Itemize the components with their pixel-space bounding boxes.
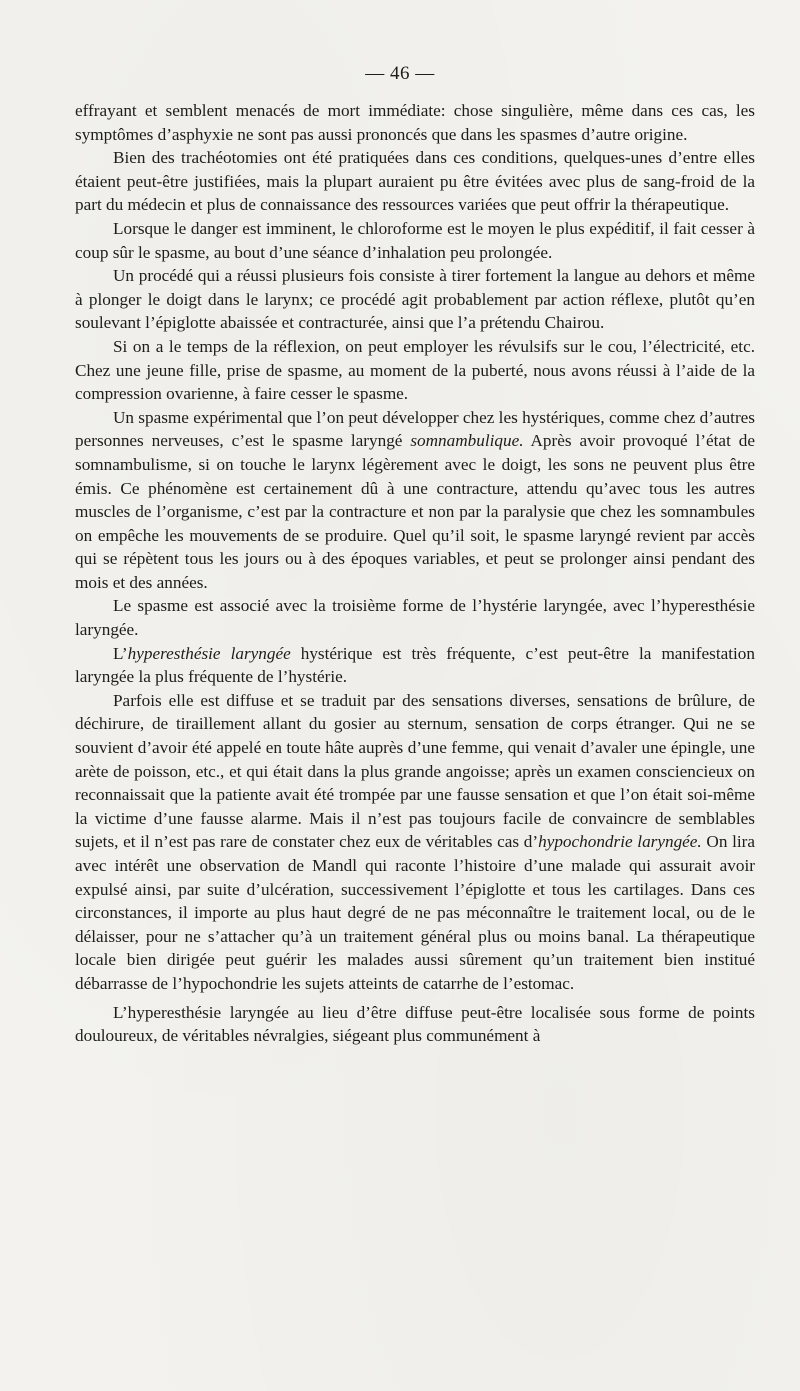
paragraph-spasme-experimental (75, 406, 755, 595)
paragraph-chloroforme: Lorsque le danger est imminent, le chloroforme est le moyen le plus expéditif, il fait cesser à coup sûr le spasme, au bout d’une séance d’inhalation peu prolongée. (75, 218, 755, 262)
paragraph-tracheotomies: Bien des trachéotomies ont été pratiquées dans ces conditions, quelques-unes d’entre elles étaient peut-être justifiées, mais la plupart auraient pu être évitées avec plus de sang-froid de la part du médecin et plus de connaissance des ressources variées que peut offrir la thérapeutique. (75, 148, 755, 215)
paragraph-spasme-associe: Le spasme est associé avec la troisième forme de l’hystérie laryngée, avec l’hyperesthésie laryngée. (75, 596, 755, 640)
paragraph-localisee: L’hyperesthésie laryngée au lieu d’être diffuse peut-être localisée sous forme de points douloureux, de véritables névralgies, siégeant plus communément à (75, 1002, 755, 1046)
paragraph-diffuse (75, 689, 755, 996)
italic-term-hyperesthesie-laryngee: hyperesthésie laryngée (127, 643, 291, 663)
paragraph-revulsifs: Si on a le temps de la réflexion, on peut employer les révulsifs sur le cou, l’électricité, etc. Chez une jeune fille, prise de spasme, au moment de la puberté, nous avons réussi à l’aide de la compression ovarienne, à faire cesser le spasme. (75, 336, 755, 404)
paragraph-hyperesthesie (75, 642, 755, 689)
body-text (75, 99, 755, 1048)
paragraph-hyperesthesie-end: hystérique est très fréquente, c’est peut-être la manifestation laryngée la plus fréquente de l’hystérie. (75, 643, 755, 687)
page-number: — 46 — (365, 63, 435, 84)
paragraph-diffuse-start: Parfois elle est diffuse et se traduit par des sensations diverses, sensations de brûlure, de déchirure, de tiraillement allant du gosier au sternum, sensation de corps étranger. Qui ne se souvient d’avoir été appelé en toute hâte auprès d’une femme, qui venait d’avaler une épingle, une arète de poisson, etc., et qui était dans la plus grande angoisse; après un examen consciencieux on reconnaissait que la patiente avait été trompée par une fausse sensation et que l’on était soi-même la victime d’une fausse alarme. Mais il n’est pas toujours facile de convaincre de semblables sujets, et il n’est pas rare de constater chez eux de véritables cas d’ (75, 690, 755, 852)
paragraph-spasme-experimental-end: Après avoir provoqué l’état de somnambulisme, si on touche le larynx légèrement avec le doigt, les sons ne peuvent plus être émis. Ce phénomène est certainement dû à une contracture, attendu qu’avec tous les autres muscles de l’organisme, c’est par la contracture et non par la paralysie que chez les somnambules on empêche les mouvements de se produire. Quel qu’il soit, le spasme laryngé revient par accès qui se répètent tous les jours ou à des époques variables, et peut se prolonger ainsi pendant des mois et des années. (75, 431, 755, 592)
paragraph-diffuse-end: On lira avec intérêt une observation de Mandl qui raconte l’histoire d’une malade qui assurait avoir expulsé ainsi, par suite d’ulcération, successivement l’épiglotte et tous les cartilages. Dans ces circonstances, il importe au plus haut degré de ne pas méconnaître le traitement local, ou de le délaisser, pour ne s’attacher qu’à un traitement général plus ou moins banal. La thérapeutique locale bien dirigée peut guérir les malades aussi sûrement qu’un traitement bien institué débarrasse de l’hypochondrie les sujets atteints de catarrhe de l’estomac. (75, 832, 756, 993)
paragraph-spasme-experimental-start: Un spasme expérimental que l’on peut développer chez les hystériques, comme chez d’autres personnes nerveuses, c’est le spasme laryngé (75, 407, 755, 451)
paragraph-procede-langue: Un procédé qui a réussi plusieurs fois consiste à tirer fortement la langue au dehors et même à plonger le doigt dans le larynx; ce procédé agit probablement par action réflexe, plutôt qu’en soulevant l’épiglotte abaissée et contracturée, ainsi que l’a prétendu Chairou. (75, 266, 755, 333)
italic-term-hypochondrie-laryngee: hypochondrie laryngée. (538, 832, 702, 852)
paragraph-asphyxie: effrayant et semblent menacés de mort immédiate: chose singulière, même dans ces cas, les symptômes d’asphyxie ne sont pas aussi prononcés que dans les spasmes d’autre origine. (75, 101, 755, 144)
paragraph-hyperesthesie-start: L’ (113, 643, 128, 663)
italic-term-somnambulique: somnambulique. (410, 431, 524, 451)
